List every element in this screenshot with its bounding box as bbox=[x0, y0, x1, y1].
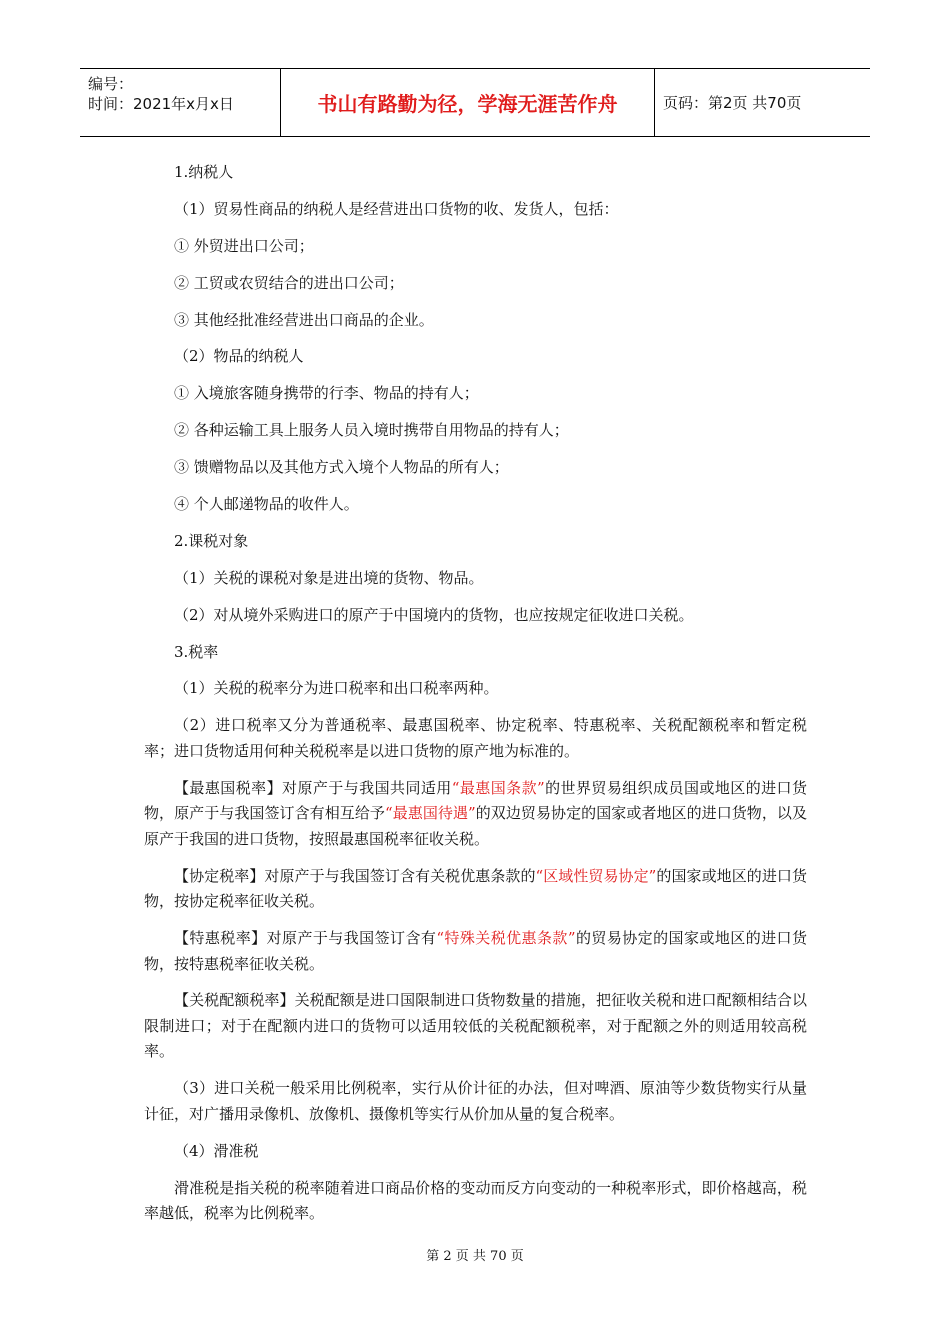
paragraph-text: 【最惠国税率】对原产于与我国共同适用 bbox=[174, 778, 452, 797]
paragraph-text: 的世界贸易组织成员国或地区的进口货物，原产于与我国签订含有相互给予 bbox=[144, 778, 807, 823]
body-paragraph bbox=[144, 776, 807, 853]
paragraph-text: 【特惠税率】对原产于与我国签订含有 bbox=[174, 929, 437, 948]
paragraph-text: （1）贸易性商品的纳税人是经营进出口货物的收、发货人，包括： bbox=[174, 199, 619, 218]
paragraph-text: 的国家或地区的进口货物，按协定税率征收关税。 bbox=[144, 866, 807, 911]
body-paragraph bbox=[144, 926, 807, 977]
paragraph-text: ② 各种运输工具上服务人员入境时携带自用物品的持有人； bbox=[174, 421, 569, 440]
body-paragraph bbox=[144, 1076, 807, 1127]
paragraph-text: 的双边贸易协定的国家或者地区的进口货物，以及原产于我国的进口货物，按照最惠国税率征收关税。 bbox=[144, 804, 807, 848]
body-paragraph bbox=[144, 492, 807, 518]
highlighted-term: “最惠国条款” bbox=[451, 778, 545, 797]
document-date-label: 时间：2021年x月x日 bbox=[88, 95, 234, 113]
paragraph-text: 3.税率 bbox=[174, 642, 219, 661]
paragraph-text: （3）进口关税一般采用比例税率，实行从价计征的办法，但对啤酒、原油等少数货物实行从量计征，对广播用录像机、放像机、摄像机等实行从价加从量的复合税率。 bbox=[144, 1079, 807, 1123]
body-paragraph bbox=[144, 1139, 807, 1165]
paragraph-text: ④ 个人邮递物品的收件人。 bbox=[174, 495, 359, 514]
body-paragraph bbox=[144, 640, 807, 666]
body-paragraph bbox=[144, 197, 807, 223]
paragraph-text: ③ 馈赠物品以及其他方式入境个人物品的所有人； bbox=[174, 458, 509, 477]
body-paragraph bbox=[144, 160, 807, 186]
body-paragraph bbox=[144, 529, 807, 555]
paragraph-text: 2.课税对象 bbox=[174, 531, 249, 550]
paragraph-text: 【关税配额税率】关税配额是进口国限制进口货物数量的措施，把征收关税和进口配额相结合以限制进口；对于在配额内进口的货物可以适用较低的关税配额税率，对于配额之外的则适用较高税率。 bbox=[144, 991, 807, 1061]
page-header bbox=[80, 68, 870, 137]
body-paragraph bbox=[144, 676, 807, 702]
body-paragraph bbox=[144, 308, 807, 334]
body-paragraph bbox=[144, 566, 807, 592]
paragraph-text: ① 入境旅客随身携带的行李、物品的持有人； bbox=[174, 384, 479, 403]
body-paragraph bbox=[144, 603, 807, 629]
highlighted-term: “最惠国待遇” bbox=[384, 804, 476, 823]
paragraph-text: 1.纳税人 bbox=[174, 163, 234, 181]
header-motto-cell bbox=[281, 69, 655, 136]
body-paragraph bbox=[144, 1176, 807, 1227]
paragraph-text: 【协定税率】对原产于与我国签订含有关税优惠条款的 bbox=[174, 866, 536, 885]
paragraph-text: ③ 其他经批准经营进出口商品的企业。 bbox=[174, 310, 434, 329]
highlighted-term: “特殊关税优惠条款” bbox=[436, 929, 576, 948]
paragraph-text: 滑准税是指关税的税率随着进口商品价格的变动而反方向变动的一种税率形式，即价格越高，税率越低，税率为比例税率。 bbox=[144, 1178, 807, 1223]
paragraph-text: 的贸易协定的国家或地区的进口货物，按特惠税率征收关税。 bbox=[144, 929, 807, 973]
page-footer: 第 2 页 共 70 页 bbox=[426, 1249, 524, 1264]
body-paragraph bbox=[144, 381, 807, 407]
highlighted-term: “区域性贸易协定” bbox=[535, 866, 657, 885]
header-meta-cell bbox=[80, 69, 281, 136]
paragraph-text: ① 外贸进出口公司； bbox=[174, 236, 314, 255]
body-paragraph bbox=[144, 864, 807, 915]
paragraph-text: （1）关税的课税对象是进出境的货物、物品。 bbox=[174, 568, 484, 587]
header-motto: 书山有路勤为径，学海无涯苦作舟 bbox=[317, 92, 618, 116]
paragraph-text: （1）关税的税率分为进口税率和出口税率两种。 bbox=[174, 679, 499, 698]
body-paragraph bbox=[144, 988, 807, 1065]
paragraph-text: （4）滑准税 bbox=[174, 1141, 259, 1160]
body-paragraph bbox=[144, 713, 807, 764]
body-paragraph bbox=[144, 344, 807, 370]
paragraph-text: ② 工贸或农贸结合的进出口公司； bbox=[174, 273, 404, 292]
body-paragraph bbox=[144, 418, 807, 444]
paragraph-text: （2）对从境外采购进口的原产于中国境内的货物，也应按规定征收进口关税。 bbox=[174, 605, 694, 624]
body-paragraph bbox=[144, 271, 807, 297]
document-body bbox=[144, 160, 807, 1238]
header-page-info: 页码：第2页 共70页 bbox=[663, 94, 802, 112]
paragraph-text: （2）物品的纳税人 bbox=[174, 347, 304, 366]
document-number-label: 编号： bbox=[88, 75, 134, 93]
paragraph-text: （2）进口税率又分为普通税率、最惠国税率、协定税率、特惠税率、关税配额税率和暂定税率；进口货物适用何种关税税率是以进口货物的原产地为标准的。 bbox=[144, 716, 807, 760]
body-paragraph bbox=[144, 455, 807, 481]
body-paragraph bbox=[144, 234, 807, 260]
